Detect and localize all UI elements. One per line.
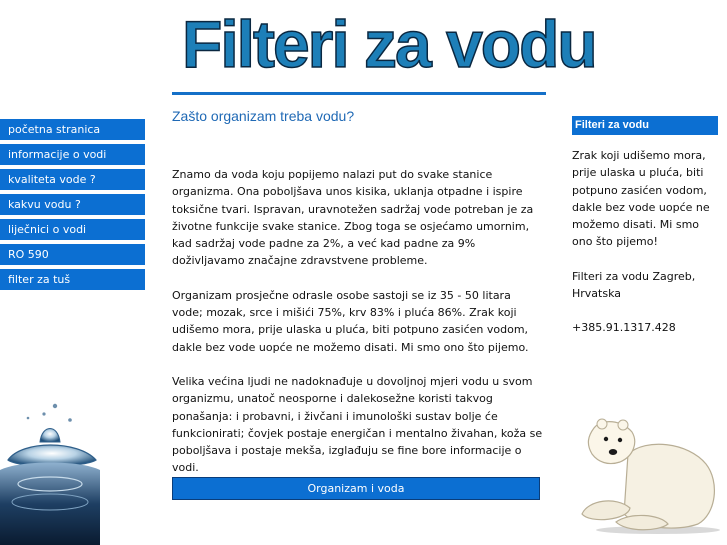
nav-item-shower-filter[interactable]: filter za tuš <box>0 269 145 290</box>
sidebar-phone: +385.91.1317.428 <box>572 321 676 335</box>
polar-bear-image <box>576 410 727 535</box>
sidebar-quote: Zrak koji udišemo mora, prije ulaska u pluća, biti potpuno zasićen vodom, dakle bez vode uopće ne možemo disati. Mi smo ono što pijemo! <box>572 149 710 249</box>
main-content <box>172 106 544 500</box>
sidebar-title: Filteri za vodu <box>572 116 718 135</box>
article-paragraph: Organizam prosječne odrasle osobe sastoji se iz 35 - 50 litara vode; mozak, srce i mišići 75%, krv 83% i pluća 86%. Zrak koji udišemo mora, prije ulaska u pluća, biti potpuno zasićen vodom, dakle bez vode uopće ne možemo disati. Mi smo ono što pijemo. <box>172 288 529 354</box>
site-logo: Filteri za vodu <box>182 7 596 81</box>
article-paragraph: Velika većina ljudi ne nadoknađuje u dovoljnoj mjeri vodu u svom organizmu, unatoč neosporne i dalekosežne koristi takvog ponašanja: i probavni, i živčani i imunološki sustav bolje će funkcionirati; čovjek postaje energičan i mentalno živahan, koža se poboljšava i postaje mekša, izglađuju se fine bore informacije o vodi. <box>172 374 543 475</box>
nav-item-home[interactable]: početna stranica <box>0 119 145 140</box>
nav-item-doctors[interactable]: liječnici o vodi <box>0 219 145 240</box>
sidebar-company: Filteri za vodu Zagreb, Hrvatska <box>572 269 696 301</box>
right-sidebar <box>572 116 718 337</box>
nav-item-which-water[interactable]: kakvu vodu ? <box>0 194 145 215</box>
left-navigation <box>0 119 145 294</box>
article-heading: Zašto organizam treba vodu? <box>172 108 355 124</box>
water-splash-image <box>0 402 100 545</box>
organism-and-water-button[interactable]: Organizam i voda <box>172 477 540 500</box>
nav-item-water-quality[interactable]: kvaliteta vode ? <box>0 169 145 190</box>
article-paragraph: Znamo da voda koju popijemo nalazi put do svake stanice organizma. Ona poboljšava unos kisika, uklanja otpadne i ispire toksične tvari. Ispravan, uravnotežen sadržaj vode potreban je za životne funkcije svake stanice. Zbog toga se osjećamo umornim, kad sadržaj vode padne za 2%, a već kad padne za 9% doživljavamo značajne zdravstvene probleme. <box>172 168 534 268</box>
header-divider <box>172 92 546 95</box>
nav-item-water-info[interactable]: informacije o vodi <box>0 144 145 165</box>
nav-item-ro-590[interactable]: RO 590 <box>0 244 145 265</box>
